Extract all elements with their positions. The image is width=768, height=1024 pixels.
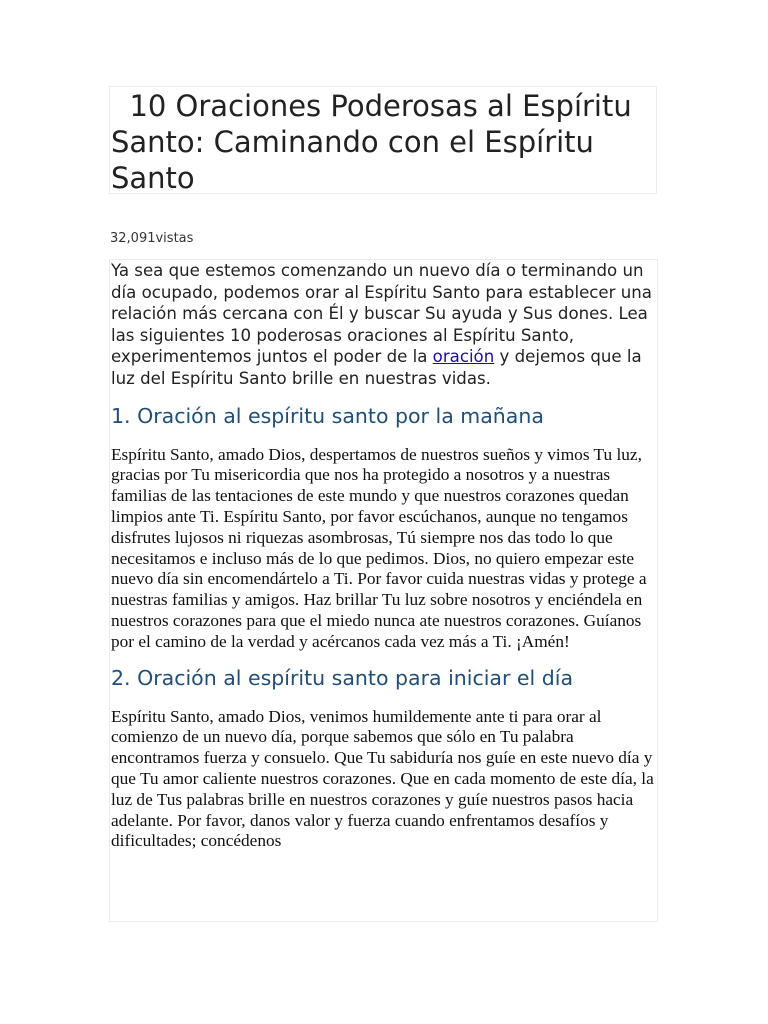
section-heading-1: 1. Oración al espíritu santo por la mañana: [111, 403, 544, 428]
intro-paragraph: [110, 260, 657, 390]
section-paragraph-2: Espíritu Santo, amado Dios, venimos humildemente ante ti para orar al comienzo de un nuevo día, porque sabemos que sólo en Tu palabra encontramos fuerza y consuelo. Que Tu sabiduría nos guíe en este nuevo día y que Tu amor caliente nuestros corazones. Que en cada momento de este día, la luz de Tus palabras brille en nuestros corazones y guíe nuestros pasos hacia adelante. Por favor, danos valor y fuerza cuando enfrentamos desafíos y dificultades; concédenos: [111, 706, 654, 851]
article-content: [109, 259, 658, 922]
oracion-link[interactable]: oración: [432, 347, 495, 367]
intro-text-start: Ya sea que estemos comenzando un nuevo día o terminando un día ocupado, podemos orar al Espíritu Santo para establecer una relación más cercana con Él y buscar Su ayuda y Sus dones. Lea las siguientes 10 poderosas oraciones al Espíritu Santo, experimentemos juntos el poder de la: [111, 261, 652, 367]
intro-text-end: y dejemos que la luz del Espíritu Santo brille en nuestras vidas.: [111, 347, 642, 388]
article-title: 10 Oraciones Poderosas al Espíritu Santo: Caminando con el Espíritu Santo: [111, 89, 641, 195]
view-count: 32,091vistas: [110, 231, 194, 246]
section-paragraph-1: Espíritu Santo, amado Dios, despertamos de nuestros sueños y vimos Tu luz, gracias por Tu misericordia que nos ha protegido a nosotros y a nuestras familias de las tentaciones de este mundo y que nuestros corazones quedan limpios ante Ti. Espíritu Santo, por favor escúchanos, aunque no tengamos disfrutes lujosos ni riquezas asombrosas, Tú siempre nos das todo lo que necesitamos e incluso más de lo que pedimos. Dios, no quiero empezar este nuevo día sin encomendártelo a Ti. Por favor cuida nuestras vidas y protege a nuestras familias y amigos. Haz brillar Tu luz sobre nosotros y enciéndela en nuestros corazones para que el miedo nunca ate nuestros corazones. Guíanos por el camino de la verdad y acércanos cada vez más a Ti. ¡Amén!: [111, 444, 647, 651]
section-heading-2: 2. Oración al espíritu santo para iniciar el día: [111, 665, 574, 690]
article-title-box: [109, 86, 657, 194]
